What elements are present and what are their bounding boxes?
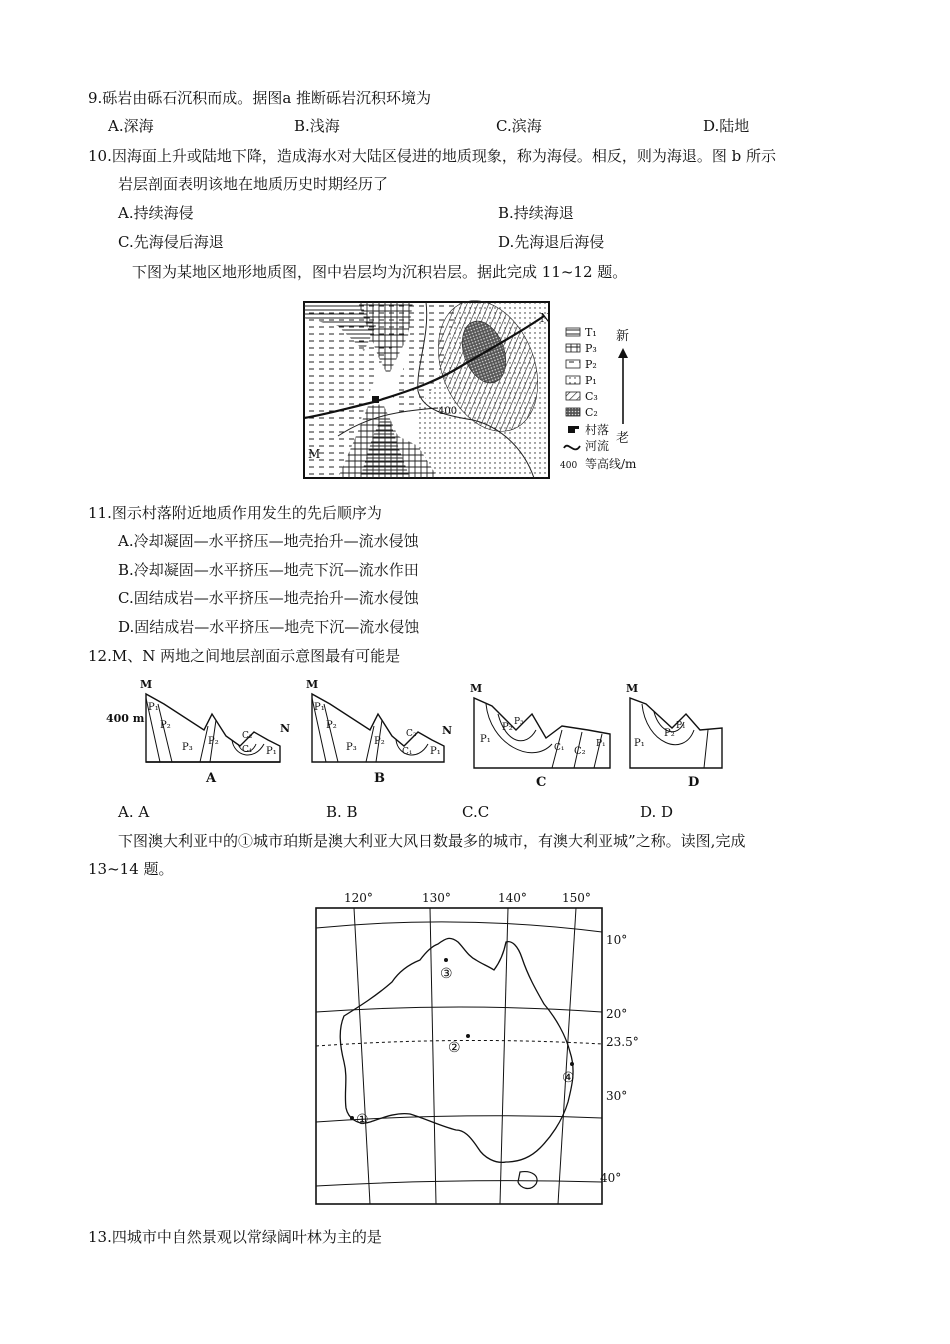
village-icon <box>372 396 379 403</box>
svg-text:P₁: P₁ <box>634 738 645 749</box>
q10-stem-line1: 10.因海面上升或陆地下降，造成海水对大陆区侵进的地质现象，称为海侵。相反，则为海退。图 b 所示 <box>88 147 776 165</box>
svg-text:P₁: P₁ <box>266 746 277 757</box>
svg-text:C₁: C₁ <box>242 745 253 755</box>
profile-c-figure <box>462 674 620 790</box>
q12-option-c: C.C <box>462 803 490 821</box>
svg-text:C₂: C₂ <box>406 729 417 739</box>
svg-text:P₁: P₁ <box>480 734 491 745</box>
q11-option-d: D.固结成岩—水平挤压—地壳下沉—流水侵蚀 <box>118 618 420 636</box>
profile-a-letter: A <box>206 771 217 786</box>
svg-text:P₃: P₃ <box>346 742 357 753</box>
svg-text:P₂: P₂ <box>374 736 385 747</box>
legend-p2: P₂ <box>585 358 597 371</box>
svg-text:P₃: P₃ <box>182 742 193 753</box>
legend-t1: T₁ <box>585 326 597 339</box>
q12-option-b: B. B <box>326 803 358 821</box>
svg-text:C₁: C₁ <box>554 743 565 753</box>
q9-option-d: D.陆地 <box>703 117 750 135</box>
label-m: M <box>308 447 321 461</box>
city-2-label: ② <box>448 1040 461 1056</box>
profile-b-n: N <box>442 724 453 737</box>
profile-c-letter: C <box>536 775 547 790</box>
q12-stem: 12.M、N 两地之间地层剖面示意图最有可能是 <box>88 647 401 665</box>
svg-text:P₃: P₃ <box>514 717 524 727</box>
latitude-30: 30° <box>606 1089 628 1103</box>
arrow-up-icon <box>618 348 628 358</box>
svg-text:C₂: C₂ <box>574 746 586 757</box>
longitude-120: 120° <box>344 891 373 905</box>
city-1-dot <box>350 1116 354 1120</box>
legend-c3: C₃ <box>585 390 598 403</box>
q10-option-c: C.先海侵后海退 <box>118 233 224 251</box>
legend-c2: C₂ <box>585 406 598 419</box>
q11-option-c: C.固结成岩—水平挤压—地壳抬升—流水侵蚀 <box>118 589 419 607</box>
q10-option-b: B.持续海退 <box>498 204 574 222</box>
legend-contour: 等高线/m <box>585 457 637 471</box>
legend-village: 村落 <box>585 423 610 437</box>
legend-p3: P₃ <box>585 342 597 355</box>
intro-13-14-line1: 下图澳大利亚中的①城市珀斯是澳大利亚大风日数最多的城市，有澳大利亚城”之称。读图,完成 <box>118 832 746 850</box>
latitude-40: 40° <box>600 1171 622 1185</box>
intro-11-12: 下图为某地区地形地质图，图中岩层均为沉积岩层。据此完成 11~12 题。 <box>132 263 628 281</box>
svg-text:P₁: P₁ <box>596 739 606 749</box>
q12-option-a: A. A <box>118 803 150 821</box>
svg-text:P₁: P₁ <box>430 746 441 757</box>
australia-map-figure <box>300 886 650 1212</box>
longitude-130: 130° <box>422 891 451 905</box>
map-legend <box>560 326 637 471</box>
svg-text:P₁: P₁ <box>314 702 325 713</box>
contour-label: 400 <box>438 406 458 417</box>
q10-option-a: A.持续海侵 <box>118 204 194 222</box>
latitude-20: 20° <box>606 1007 628 1021</box>
legend-p1: P₁ <box>585 374 597 387</box>
q11-option-b: B.冷却凝固—水平挤压—地壳下沉—流水作田 <box>118 561 419 579</box>
q12-option-d: D. D <box>640 803 674 821</box>
geologic-map-figure <box>298 296 658 492</box>
city-4-label: ④ <box>562 1070 575 1086</box>
profile-c-m: M <box>470 682 483 695</box>
age-new-label: 新 <box>616 329 630 344</box>
svg-text:P₁: P₁ <box>676 721 686 731</box>
profile-d-m: M <box>626 682 639 695</box>
profile-a-m: M <box>140 678 153 691</box>
profile-b-figure <box>294 674 459 790</box>
profile-a-figure <box>104 674 294 790</box>
longitude-140: 140° <box>498 891 527 905</box>
city-3-label: ③ <box>440 966 453 982</box>
legend-river: 河流 <box>585 439 610 453</box>
city-4-dot <box>570 1062 574 1066</box>
label-n: N <box>540 311 551 325</box>
q9-option-a: A.深海 <box>108 117 154 135</box>
aus-map-frame <box>316 908 602 1204</box>
q13-stem: 13.四城市中自然景观以常绿阔叶林为主的是 <box>88 1228 382 1246</box>
svg-text:P₂: P₂ <box>208 736 219 747</box>
q9-stem: 9.砾岩由砾石沉积而成。据图a 推断砾岩沉积环境为 <box>88 89 432 107</box>
profile-d-figure <box>624 674 734 790</box>
q10-option-d: D.先海退后海侵 <box>498 233 605 251</box>
svg-text:C₁: C₁ <box>402 747 413 757</box>
q9-option-b: B.浅海 <box>294 117 340 135</box>
q10-stem-line2: 岩层剖面表明该地在地质历史时期经历了 <box>118 175 389 193</box>
svg-text:P₂: P₂ <box>664 728 675 739</box>
longitude-150: 150° <box>562 891 591 905</box>
profile-b-m: M <box>306 678 319 691</box>
city-1-label: ① <box>356 1112 369 1128</box>
svg-text:P₂: P₂ <box>160 720 171 731</box>
q11-stem: 11.图示村落附近地质作用发生的先后顺序为 <box>88 504 382 522</box>
age-old-label: 老 <box>616 431 630 446</box>
latitude-23-5: 23.5° <box>606 1035 639 1049</box>
q11-option-a: A.冷却凝固—水平挤压—地壳抬升—流水侵蚀 <box>118 532 419 550</box>
height-label: 400 m <box>106 712 145 725</box>
intro-13-14-line2: 13~14 题。 <box>88 860 174 878</box>
svg-text:P₂: P₂ <box>502 722 513 733</box>
svg-text:P₁: P₁ <box>148 702 159 713</box>
q9-option-c: C.滨海 <box>496 117 542 135</box>
profile-a-n: N <box>280 722 291 735</box>
profile-d-letter: D <box>688 775 700 790</box>
profile-b-letter: B <box>374 771 385 786</box>
latitude-10: 10° <box>606 933 628 947</box>
legend-contour-value: 400 <box>560 461 578 471</box>
city-2-dot <box>466 1034 470 1038</box>
city-3-dot <box>444 958 448 962</box>
svg-text:P₂: P₂ <box>326 720 337 731</box>
svg-text:C₂: C₂ <box>242 731 253 741</box>
